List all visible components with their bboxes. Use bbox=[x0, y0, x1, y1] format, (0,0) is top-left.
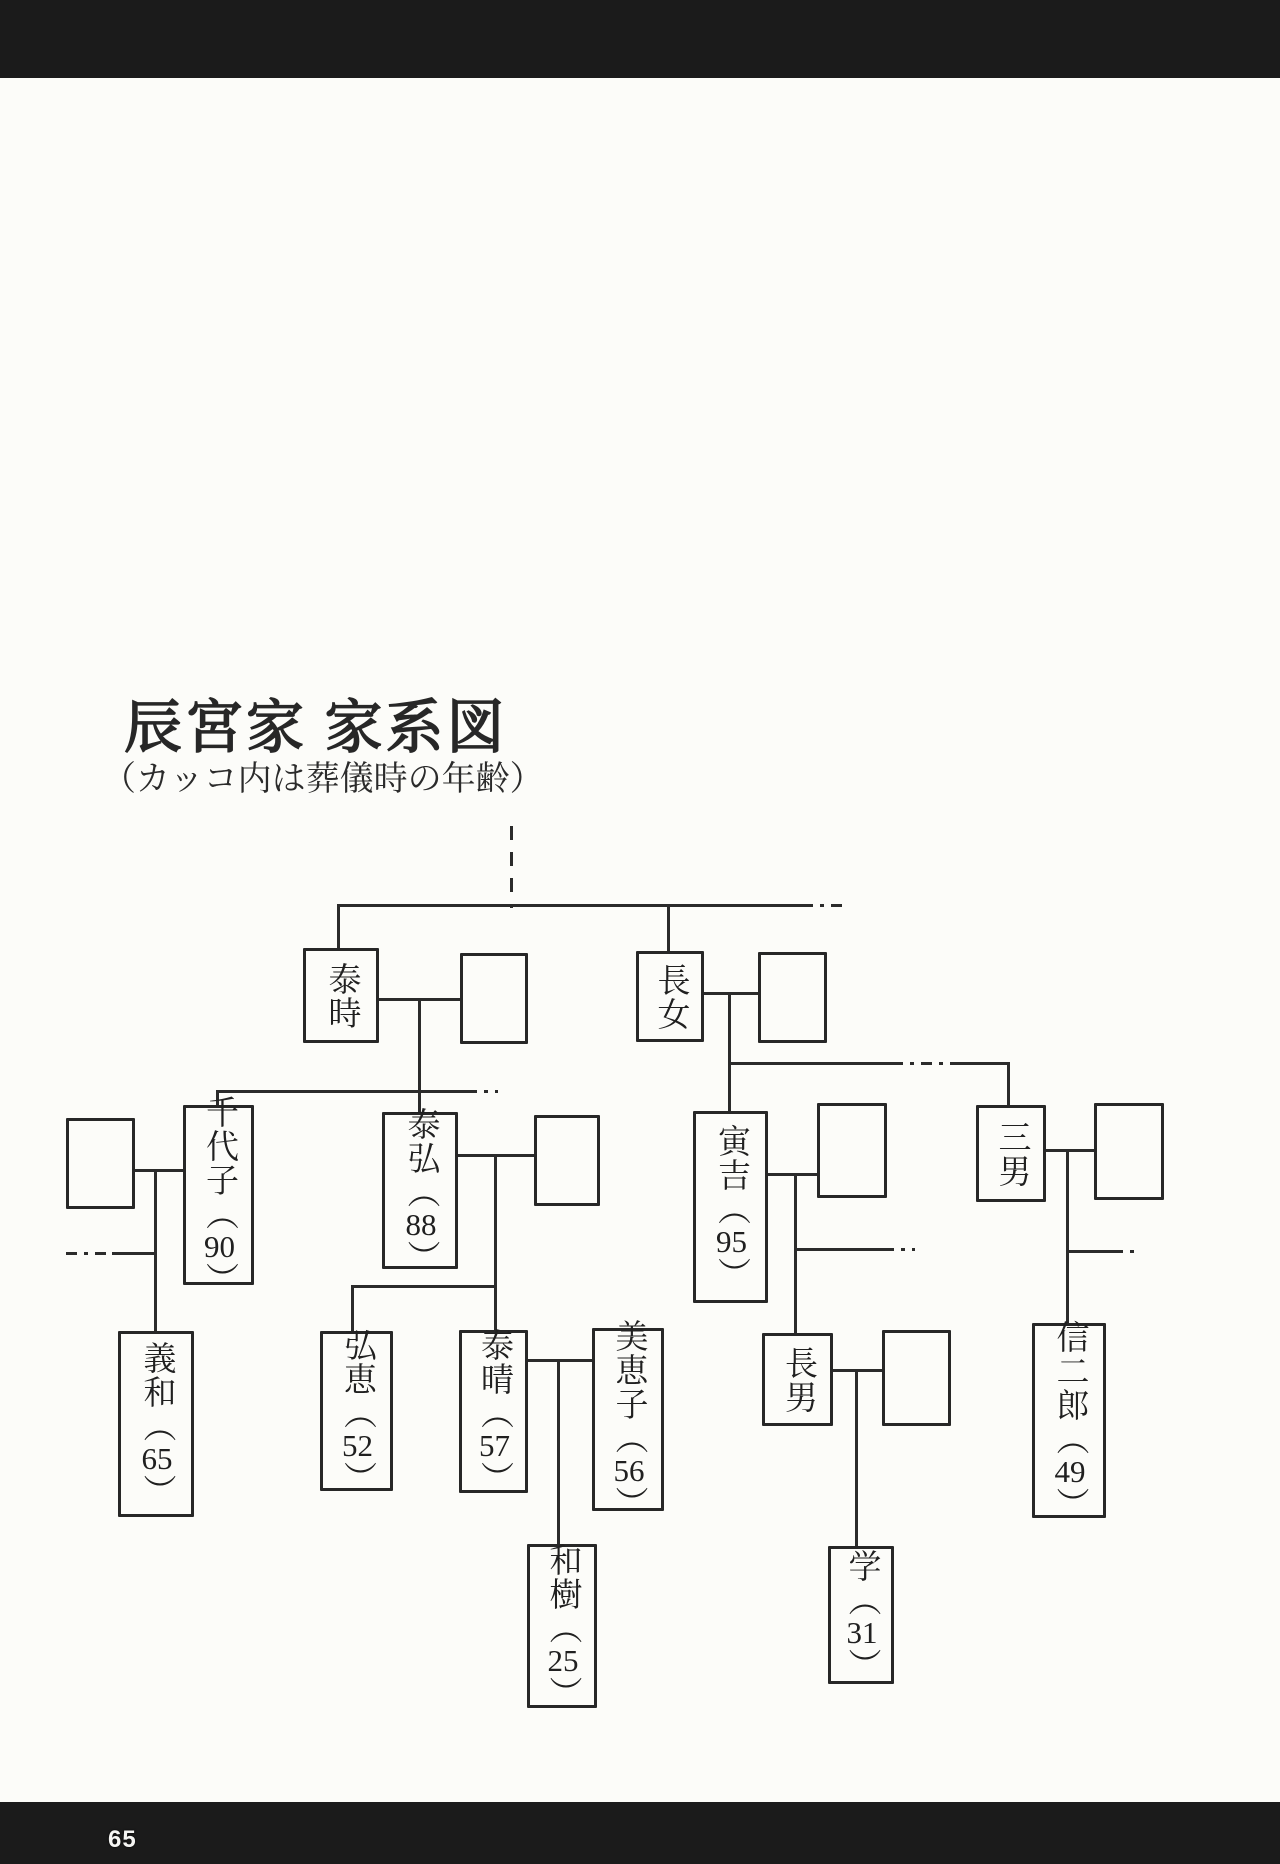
connector-children-yasutoki bbox=[216, 1090, 466, 1093]
person-box-mieko bbox=[592, 1319, 664, 1520]
page-number: 65 bbox=[108, 1826, 137, 1853]
connector-marriage-chiyoko bbox=[133, 1169, 185, 1172]
spouse-box-yasutoki-spouse bbox=[460, 953, 528, 1044]
person-age-manabu: 31 bbox=[846, 1616, 878, 1648]
bottom-black-border bbox=[0, 1802, 1280, 1864]
person-box-chiyoko bbox=[183, 1094, 254, 1296]
person-label-yasuhiro: 泰弘（88） bbox=[402, 1107, 439, 1274]
person-box-kazuki bbox=[527, 1544, 597, 1708]
person-box-torakichi bbox=[693, 1111, 768, 1303]
person-label-mieko: 美恵子（56） bbox=[610, 1319, 647, 1520]
person-label-manabu: 学（31） bbox=[843, 1548, 880, 1682]
person-label-shinjiro: 信二郎（49） bbox=[1051, 1320, 1088, 1521]
connector-marriage-chojo bbox=[702, 992, 760, 995]
spouse-box-sannan-spouse bbox=[1094, 1103, 1164, 1200]
spouse-box-chiyoko-spouse bbox=[66, 1118, 135, 1209]
person-box-yasuharu bbox=[459, 1330, 528, 1493]
diagram-title: 辰宮家 家系図 bbox=[124, 695, 508, 760]
person-age-mieko: 56 bbox=[613, 1455, 645, 1486]
person-label-yasutoki: 泰時 bbox=[323, 961, 360, 1030]
spouse-box-chonan-spouse bbox=[882, 1330, 951, 1426]
person-label-yasuharu: 泰晴（57） bbox=[476, 1328, 512, 1495]
diagram-subtitle: （カッコ内は葬儀時の年齢） bbox=[102, 761, 544, 798]
person-box-chojo bbox=[636, 951, 704, 1042]
connector-descent-chojo bbox=[728, 992, 731, 1113]
connector-descent-yasuhiro bbox=[494, 1154, 497, 1332]
person-box-shinjiro bbox=[1032, 1320, 1106, 1521]
connector-drop-hiroe bbox=[351, 1285, 354, 1333]
person-label-chojo: 長女 bbox=[652, 962, 689, 1031]
person-age-yoshikazu: 65 bbox=[141, 1442, 173, 1474]
connector-chiyoko-ext-cont bbox=[66, 1252, 112, 1255]
person-label-chonan: 長男 bbox=[780, 1345, 816, 1414]
person-age-chiyoko: 90 bbox=[204, 1230, 235, 1262]
connector-marriage-yasuharu bbox=[526, 1359, 594, 1362]
person-age-torakichi: 95 bbox=[716, 1225, 747, 1257]
connector-drop-sannan bbox=[1007, 1062, 1010, 1108]
connector-torakichi-ext-cont bbox=[883, 1248, 915, 1251]
person-label-yoshikazu: 義和（65） bbox=[138, 1340, 175, 1508]
connector-marriage-torakichi bbox=[766, 1173, 819, 1176]
connector-descent-yasutoki bbox=[418, 998, 421, 1114]
person-box-manabu bbox=[828, 1546, 894, 1684]
connector-marriage-sannan bbox=[1044, 1149, 1096, 1152]
spouse-box-torakichi-spouse bbox=[817, 1103, 887, 1198]
person-label-hiroe: 弘恵（52） bbox=[339, 1327, 375, 1495]
connector-children-chojo bbox=[728, 1062, 892, 1065]
connector-sannan-ext-cont bbox=[1112, 1250, 1140, 1253]
connector-ancestor-line-dashed bbox=[510, 826, 513, 908]
connector-gen1-sibling-cont bbox=[802, 904, 846, 907]
person-box-yoshikazu bbox=[118, 1331, 194, 1517]
spouse-box-yasuhiro-spouse bbox=[534, 1115, 600, 1206]
connector-chiyoko-ext bbox=[112, 1252, 157, 1255]
person-label-torakichi: 寅吉（95） bbox=[713, 1123, 749, 1291]
connector-descent-torakichi bbox=[794, 1173, 797, 1335]
connector-drop-yasutoki bbox=[337, 904, 340, 951]
connector-children-yasuhiro bbox=[351, 1285, 497, 1288]
person-age-shinjiro: 49 bbox=[1054, 1456, 1086, 1487]
connector-children-yasutoki-cont bbox=[466, 1090, 498, 1093]
connector-descent-yasuharu bbox=[557, 1359, 560, 1546]
person-age-yasuharu: 57 bbox=[479, 1430, 510, 1461]
connector-drop-chojo bbox=[667, 904, 670, 954]
connector-descent-chonan bbox=[855, 1369, 858, 1548]
person-box-hiroe bbox=[320, 1327, 393, 1495]
person-label-chiyoko: 千代子（90） bbox=[201, 1094, 237, 1296]
connector-descent-sannan bbox=[1066, 1149, 1069, 1325]
person-age-kazuki: 25 bbox=[547, 1644, 579, 1676]
spouse-box-chojo-spouse bbox=[758, 952, 827, 1043]
person-box-sannan bbox=[976, 1105, 1046, 1202]
connector-children-chojo-gap bbox=[892, 1062, 952, 1065]
person-age-yasuhiro: 88 bbox=[405, 1209, 437, 1240]
connector-torakichi-ext bbox=[794, 1248, 883, 1251]
connector-descent-chiyoko bbox=[154, 1169, 157, 1333]
person-box-chonan bbox=[762, 1333, 833, 1426]
person-box-yasuhiro bbox=[382, 1107, 458, 1274]
top-black-border bbox=[0, 0, 1280, 78]
connector-gen1-sibling-line bbox=[337, 904, 802, 907]
person-box-yasutoki bbox=[303, 948, 379, 1043]
person-label-kazuki: 和樹（25） bbox=[544, 1542, 581, 1710]
connector-sannan-ext bbox=[1066, 1250, 1112, 1253]
person-label-sannan: 三男 bbox=[993, 1119, 1030, 1188]
person-age-hiroe: 52 bbox=[342, 1429, 373, 1461]
connector-children-chojo-2 bbox=[952, 1062, 1010, 1065]
